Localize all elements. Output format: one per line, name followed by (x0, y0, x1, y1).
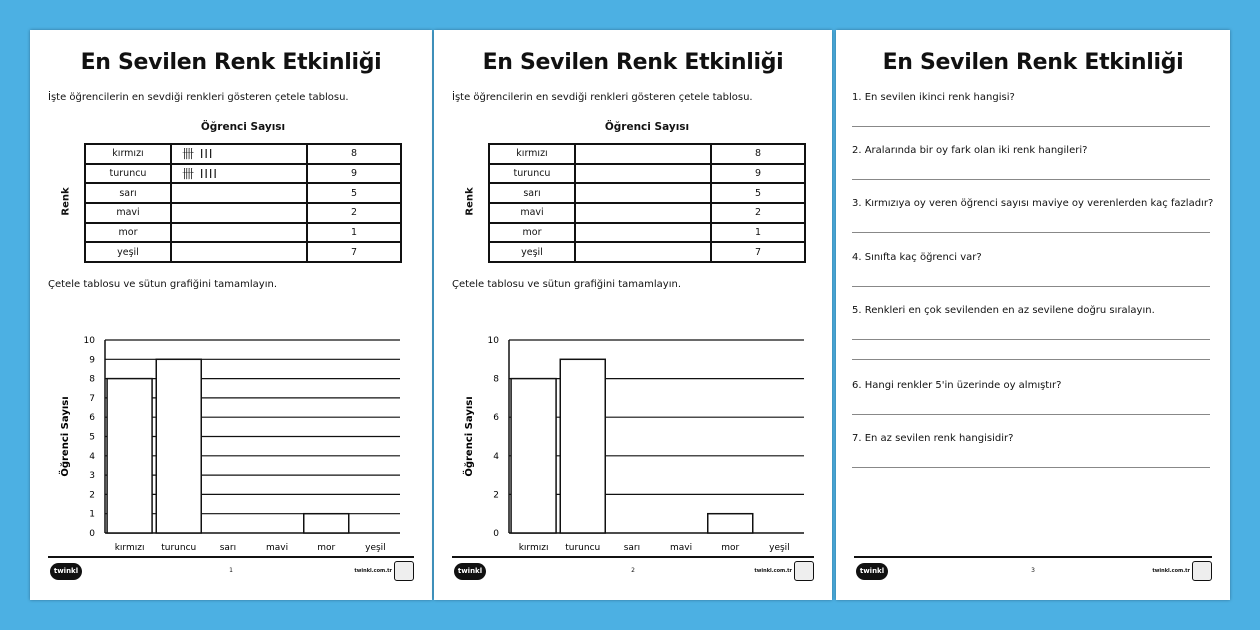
x-tick-label: mor (721, 543, 740, 553)
question-2: 2. Aralarında bir oy fark olan iki renk hangileri? (852, 145, 1088, 156)
count-cell: 8 (307, 144, 401, 164)
answer-line[interactable] (852, 179, 1210, 180)
tally-cell (171, 223, 307, 243)
y-tick-label: 4 (89, 451, 95, 462)
question-1: 1. En sevilen ikinci renk hangisi? (852, 92, 1015, 103)
table-row (489, 203, 805, 223)
page-title: En Sevilen Renk Etkinliği (80, 50, 382, 75)
x-tick-label: mor (317, 543, 336, 553)
color-cell: mor (489, 223, 575, 243)
bar-chart (434, 300, 832, 560)
x-tick-label: kırmızı (518, 543, 549, 553)
twinkl-logo: twinkl (454, 563, 486, 580)
answer-line[interactable] (852, 286, 1210, 287)
y-tick-label: 2 (493, 490, 499, 501)
color-cell: mavi (489, 203, 575, 223)
y-tick-label: 10 (83, 336, 95, 346)
bar-chart (30, 300, 432, 560)
color-cell: turuncu (489, 164, 575, 184)
tally-cell: 卌 IIII (171, 164, 307, 184)
table-header: Öğrenci Sayısı (604, 121, 690, 133)
page-title: En Sevilen Renk Etkinliği (882, 50, 1184, 75)
color-cell: mor (85, 223, 171, 243)
bar-1 (156, 359, 201, 533)
question-4: 4. Sınıfta kaç öğrenci var? (852, 252, 982, 263)
table-row (85, 164, 401, 184)
quality-badge-icon (794, 561, 814, 581)
y-tick-label: 9 (89, 355, 95, 366)
color-cell: mavi (85, 203, 171, 223)
x-tick-label: kırmızı (114, 543, 145, 553)
tally-cell (575, 242, 711, 262)
worksheet-page-2 (434, 30, 832, 600)
tally-cell: 卌 III (171, 144, 307, 164)
twinkl-logo: twinkl (856, 563, 888, 580)
table-row (489, 183, 805, 203)
page-number: 3 (1031, 567, 1035, 574)
footer-site: twinkl.com.tr (1152, 568, 1190, 574)
count-cell: 7 (711, 242, 805, 262)
footer-site: twinkl.com.tr (354, 568, 392, 574)
y-tick-label: 6 (493, 413, 499, 424)
y-tick-label: 2 (89, 490, 95, 501)
table-row (85, 203, 401, 223)
x-tick-label: yeşil (365, 543, 386, 553)
question-6: 6. Hangi renkler 5'in üzerinde oy almıştır? (852, 380, 1062, 391)
footer-divider (854, 556, 1212, 558)
worksheet-page-3 (836, 30, 1230, 600)
bar-1 (560, 359, 605, 533)
x-tick-label: turuncu (565, 543, 601, 553)
intro-text: İşte öğrencilerin en sevdiği renkleri gösteren çetele tablosu. (452, 92, 753, 103)
intro-text: İşte öğrencilerin en sevdiği renkleri gösteren çetele tablosu. (48, 92, 349, 103)
count-cell: 9 (711, 164, 805, 184)
color-cell: kırmızı (85, 144, 171, 164)
y-axis-label: Öğrenci Sayısı (60, 396, 71, 477)
answer-line[interactable] (852, 414, 1210, 415)
color-cell: sarı (85, 183, 171, 203)
y-tick-label: 1 (89, 509, 95, 520)
bar-0 (107, 379, 152, 533)
x-tick-label: sarı (219, 543, 237, 553)
y-tick-label: 7 (89, 393, 95, 404)
y-tick-label: 8 (89, 374, 95, 385)
tally-cell (575, 144, 711, 164)
footer-site: twinkl.com.tr (754, 568, 792, 574)
tally-cell (575, 223, 711, 243)
count-cell: 5 (307, 183, 401, 203)
table-row (489, 164, 805, 184)
y-tick-label: 6 (89, 413, 95, 424)
table-row (489, 144, 805, 164)
x-tick-label: sarı (623, 543, 641, 553)
tally-cell (171, 242, 307, 262)
count-cell: 1 (307, 223, 401, 243)
table-row (489, 223, 805, 243)
answer-line[interactable] (852, 339, 1210, 340)
twinkl-logo: twinkl (50, 563, 82, 580)
y-tick-label: 0 (493, 529, 499, 539)
answer-line[interactable] (852, 232, 1210, 233)
instruction-text: Çetele tablosu ve sütun grafiğini tamamlayın. (452, 279, 681, 290)
table-row (489, 242, 805, 262)
count-cell: 8 (711, 144, 805, 164)
table-row-axis-label: Renk (464, 187, 476, 216)
quality-badge-icon (1192, 561, 1212, 581)
count-cell: 1 (711, 223, 805, 243)
y-tick-label: 8 (493, 374, 499, 385)
y-tick-label: 0 (89, 529, 95, 539)
y-tick-label: 4 (493, 451, 499, 462)
count-cell: 9 (307, 164, 401, 184)
bar-4 (304, 514, 349, 533)
x-tick-label: mavi (266, 543, 289, 553)
tally-cell (171, 203, 307, 223)
tally-cell (575, 164, 711, 184)
count-cell: 2 (711, 203, 805, 223)
tally-cell (171, 183, 307, 203)
count-cell: 5 (711, 183, 805, 203)
color-cell: kırmızı (489, 144, 575, 164)
table-row (85, 223, 401, 243)
footer-divider (48, 556, 414, 558)
y-tick-label: 5 (89, 432, 95, 443)
y-tick-label: 3 (89, 471, 95, 482)
page-number: 2 (631, 567, 635, 574)
table-header: Öğrenci Sayısı (200, 121, 286, 133)
answer-line[interactable] (852, 126, 1210, 127)
y-tick-label: 10 (487, 336, 499, 346)
count-cell: 2 (307, 203, 401, 223)
answer-line[interactable] (852, 467, 1210, 468)
question-3: 3. Kırmızıya oy veren öğrenci sayısı maviye oy verenlerden kaç fazladır? (852, 198, 1214, 209)
x-tick-label: turuncu (161, 543, 197, 553)
table-row (85, 242, 401, 262)
question-7: 7. En az sevilen renk hangisidir? (852, 433, 1014, 444)
instruction-text: Çetele tablosu ve sütun grafiğini tamamlayın. (48, 279, 277, 290)
table-row (85, 183, 401, 203)
bar-0 (511, 379, 556, 533)
table-row-axis-label: Renk (60, 187, 72, 216)
page-number: 1 (229, 567, 233, 574)
count-cell: 7 (307, 242, 401, 262)
color-cell: sarı (489, 183, 575, 203)
tally-cell (575, 203, 711, 223)
answer-line[interactable] (852, 359, 1210, 360)
tally-table (488, 143, 806, 263)
y-axis-label: Öğrenci Sayısı (464, 396, 475, 477)
worksheet-page-1 (30, 30, 432, 600)
color-cell: turuncu (85, 164, 171, 184)
tally-table (84, 143, 402, 263)
x-tick-label: yeşil (769, 543, 790, 553)
bar-4 (708, 514, 753, 533)
table-row (85, 144, 401, 164)
color-cell: yeşil (85, 242, 171, 262)
x-tick-label: mavi (670, 543, 693, 553)
color-cell: yeşil (489, 242, 575, 262)
footer-divider (452, 556, 814, 558)
tally-cell (575, 183, 711, 203)
question-5: 5. Renkleri en çok sevilenden en az sevilene doğru sıralayın. (852, 305, 1155, 316)
page-title: En Sevilen Renk Etkinliği (482, 50, 784, 75)
quality-badge-icon (394, 561, 414, 581)
